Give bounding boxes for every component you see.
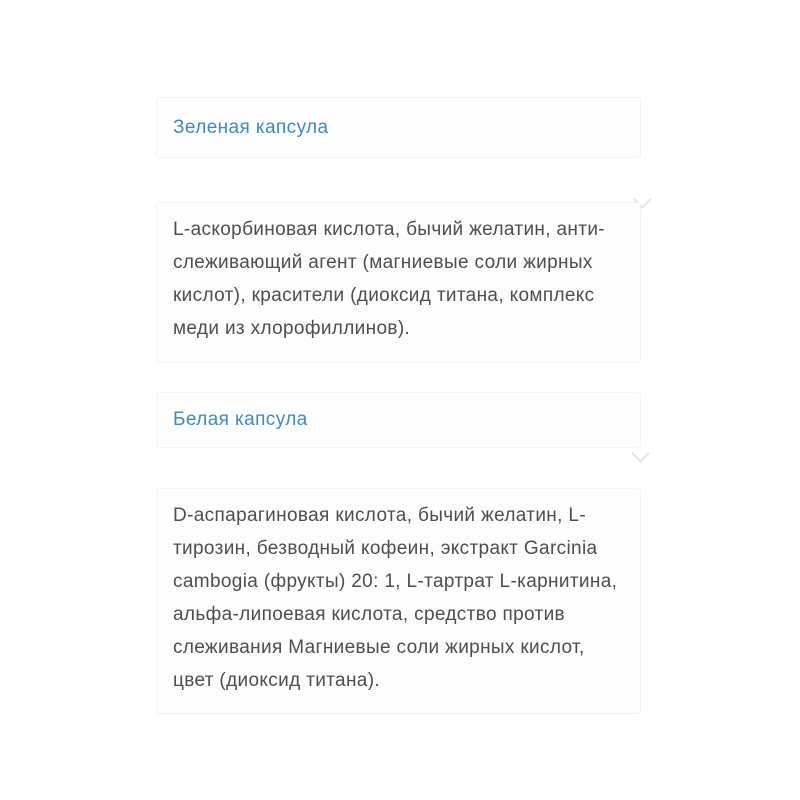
section-header-green-capsule[interactable]	[156, 97, 641, 158]
section-body-white-capsule	[156, 488, 641, 714]
body-line: cambogia (фрукты) 20: 1, L-тартрат L-карнитина,	[173, 571, 618, 592]
section-body-green-capsule	[156, 202, 641, 363]
section-header-white-capsule[interactable]	[156, 392, 641, 448]
section-title-green-capsule: Зеленая капсула	[173, 116, 329, 138]
body-line: кислот), красители (диоксид титана, комплекс	[173, 285, 595, 306]
body-line: слеживания Магниевые соли жирных кислот,	[173, 637, 585, 658]
body-line: альфа-липоевая кислота, средство против	[173, 604, 565, 625]
section-title-white-capsule: Белая капсула	[173, 409, 308, 430]
body-line: тирозин, безводный кофеин, экстракт Garcinia	[173, 538, 598, 559]
body-line: слеживающий агент (магниевые соли жирных	[173, 252, 593, 273]
body-line: D-аспарагиновая кислота, бычий желатин, L-	[173, 505, 586, 526]
body-line: L-аскорбиновая кислота, бычий желатин, анти-	[173, 219, 605, 240]
body-line: меди из хлорофиллинов).	[173, 318, 411, 339]
body-line: цвет (диоксид титана).	[173, 670, 381, 691]
